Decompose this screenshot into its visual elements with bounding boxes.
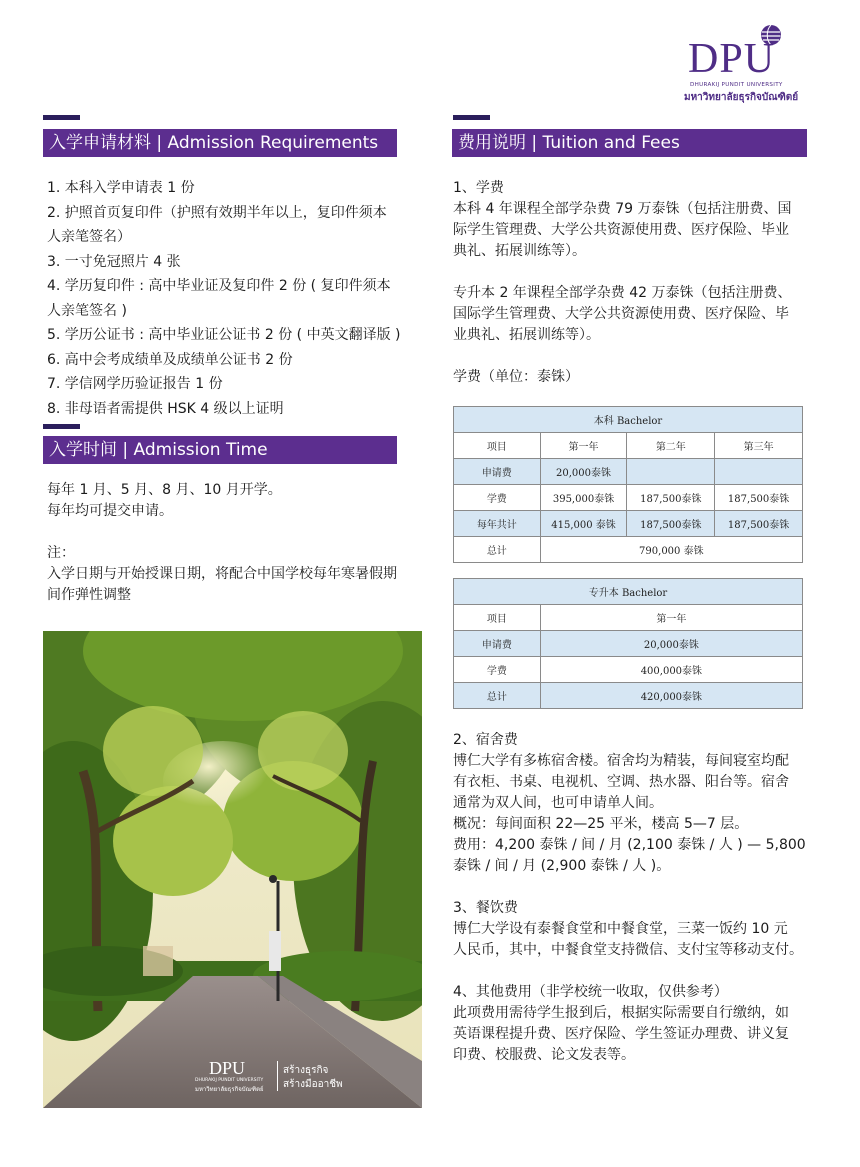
table-cell — [715, 459, 803, 485]
list-item: 5. 学历公证书 : 高中毕业证公证书 2 份 ( 中英文翻译版 ) — [47, 327, 401, 343]
section-accent-bar — [43, 424, 80, 429]
dorm-line: 概况：每间面积 22—25 平米，楼高 5—7 层。 — [453, 816, 749, 832]
tuition-line: 际学生管理费、大学公共资源使用费、医疗保险、毕业 — [453, 222, 789, 238]
dorm-heading: 2、宿舍费 — [453, 732, 518, 748]
table-row — [454, 683, 803, 709]
table-cell: 申请费 — [454, 631, 541, 657]
table-cell: 395,000泰铢 — [540, 485, 627, 511]
dorm-line: 博仁大学有多栋宿舍楼。宿舍均为精装，每间寝室均配 — [453, 753, 789, 769]
logo-university-name: DHURAKIJ PUNDIT UNIVERSITY — [690, 82, 783, 88]
table-header: 第三年 — [715, 433, 803, 459]
tuition-text — [453, 178, 813, 388]
section-accent-bar — [43, 115, 80, 120]
campus-tree-lined-road-image — [43, 631, 422, 1108]
table-row — [454, 631, 803, 657]
table-cell: 申请费 — [454, 459, 541, 485]
other-fees-text — [453, 730, 813, 1066]
bachelor-fee-table — [453, 406, 803, 563]
note-line: 入学日期与开始授课日期，将配合中国学校每年寒暑假期 — [47, 566, 397, 582]
tuition-fees-heading: 费用说明 | Tuition and Fees — [452, 129, 807, 157]
table-cell: 学费 — [454, 657, 541, 683]
table-cell: 学费 — [454, 485, 541, 511]
other-line: 英语课程提升费、医疗保险、学生签证办理费、讲义复 — [453, 1026, 789, 1042]
table-cell: 420,000泰铢 — [540, 683, 802, 709]
tuition-line: 专升本 2 年课程全部学杂费 42 万泰铢（包括注册费、 — [453, 285, 792, 301]
tuition-heading: 1、学费 — [453, 180, 504, 196]
note-line: 间作弹性调整 — [47, 587, 131, 603]
note-label: 注： — [47, 545, 75, 561]
list-item: 7. 学信网学历验证报告 1 份 — [47, 376, 223, 392]
dorm-line: 费用：4,200 泰铢 / 间 / 月 (2,100 泰铢 / 人 ) — 5,800 — [453, 837, 806, 853]
table-cell: 总计 — [454, 537, 541, 563]
photo-logo-university: DHURAKIJ PUNDIT UNIVERSITY — [195, 1078, 264, 1083]
table-cell: 每年共计 — [454, 511, 541, 537]
university-logo — [684, 24, 799, 106]
table-cell — [627, 459, 715, 485]
table-caption: 本科 Bachelor — [454, 407, 803, 433]
admission-time-text — [47, 480, 407, 606]
table-header: 第二年 — [627, 433, 715, 459]
table-row — [454, 459, 803, 485]
admission-time-line: 每年均可提交申请。 — [47, 503, 173, 519]
list-item: 4. 学历复印件 : 高中毕业证及复印件 2 份 ( 复印件须本 — [47, 278, 391, 294]
table-row — [454, 485, 803, 511]
table-cell: 187,500泰铢 — [715, 485, 803, 511]
photo-logo-thai: มหาวิทยาลัยธุรกิจบัณฑิตย์ — [195, 1086, 264, 1093]
tuition-line: 国际学生管理费、大学公共资源使用费、医疗保险、毕 — [453, 306, 789, 322]
table-row — [454, 537, 803, 563]
upgrade-bachelor-fee-table — [453, 578, 803, 709]
tuition-line: 业典礼、拓展训练等）。 — [453, 327, 600, 343]
tuition-line: 典礼、拓展训练等）。 — [453, 243, 586, 259]
list-item: 1. 本科入学申请表 1 份 — [47, 180, 195, 196]
table-cell: 187,500泰铢 — [715, 511, 803, 537]
table-header: 第一年 — [540, 433, 627, 459]
dorm-line: 有衣柜、书桌、电视机、空调、热水器、阳台等。宿舍 — [453, 774, 789, 790]
campus-photo — [43, 631, 422, 1108]
admission-time-line: 每年 1 月、5 月、8 月、10 月开学。 — [47, 482, 282, 498]
food-line: 人民币，其中，中餐食堂支持微信、支付宝等移动支付。 — [453, 942, 803, 958]
table-caption: 专升本 Bachelor — [454, 579, 803, 605]
tuition-unit: 学费（单位：泰铢） — [453, 369, 579, 385]
list-item: 人亲笔签名 ) — [47, 302, 127, 319]
requirements-list — [47, 176, 407, 421]
logo-thai-name: มหาวิทยาลัยธุรกิจบัณฑิตย์ — [684, 92, 799, 103]
list-item: 3. 一寸免冠照片 4 张 — [47, 253, 181, 270]
table-cell: 400,000泰铢 — [540, 657, 802, 683]
food-line: 博仁大学设有泰餐食堂和中餐食堂，三菜一饭约 10 元 — [453, 921, 788, 937]
tuition-line: 本科 4 年课程全部学杂费 79 万泰铢（包括注册费、国 — [453, 201, 792, 217]
table-header: 项目 — [454, 605, 541, 631]
list-item: 人亲笔签名） — [47, 229, 131, 245]
table-cell: 415,000 泰铢 — [540, 511, 627, 537]
table-cell: 790,000 泰铢 — [540, 537, 802, 563]
section-accent-bar — [453, 115, 490, 120]
list-item: 2. 护照首页复印件（护照有效期半年以上，复印件须本 — [47, 204, 387, 221]
admission-requirements-heading: 入学申请材料 | Admission Requirements — [43, 129, 397, 157]
dorm-line: 通常为双人间，也可申请单人间。 — [453, 795, 663, 811]
photo-logo-divider — [277, 1061, 278, 1091]
admission-time-heading: 入学时间 | Admission Time — [43, 436, 397, 464]
food-heading: 3、餐饮费 — [453, 900, 518, 916]
table-cell: 20,000泰铢 — [540, 459, 627, 485]
dorm-line: 泰铢 / 间 / 月 (2,900 泰铢 / 人 )。 — [453, 858, 671, 874]
photo-slogan: สร้างมืออาชีพ — [283, 1079, 343, 1090]
table-cell: 187,500泰铢 — [627, 485, 715, 511]
other-line: 此项费用需待学生报到后，根据实际需要自行缴纳，如 — [453, 1005, 789, 1021]
list-item: 6. 高中会考成绩单及成绩单公证书 2 份 — [47, 351, 293, 368]
table-cell: 20,000泰铢 — [540, 631, 802, 657]
photo-slogan: สร้างธุรกิจ — [283, 1065, 329, 1076]
table-row — [454, 657, 803, 683]
table-header: 项目 — [454, 433, 541, 459]
table-cell: 187,500泰铢 — [627, 511, 715, 537]
table-header: 第一年 — [540, 605, 802, 631]
other-line: 印费、校服费、论文发表等。 — [453, 1047, 635, 1063]
list-item: 8. 非母语者需提供 HSK 4 级以上证明 — [47, 400, 284, 417]
table-row — [454, 511, 803, 537]
table-cell: 总计 — [454, 683, 541, 709]
other-heading: 4、其他费用（非学校统一收取，仅供参考） — [453, 984, 728, 1000]
logo-wordmark: DPU — [688, 36, 776, 82]
photo-logo-wordmark: DPU — [209, 1058, 246, 1078]
